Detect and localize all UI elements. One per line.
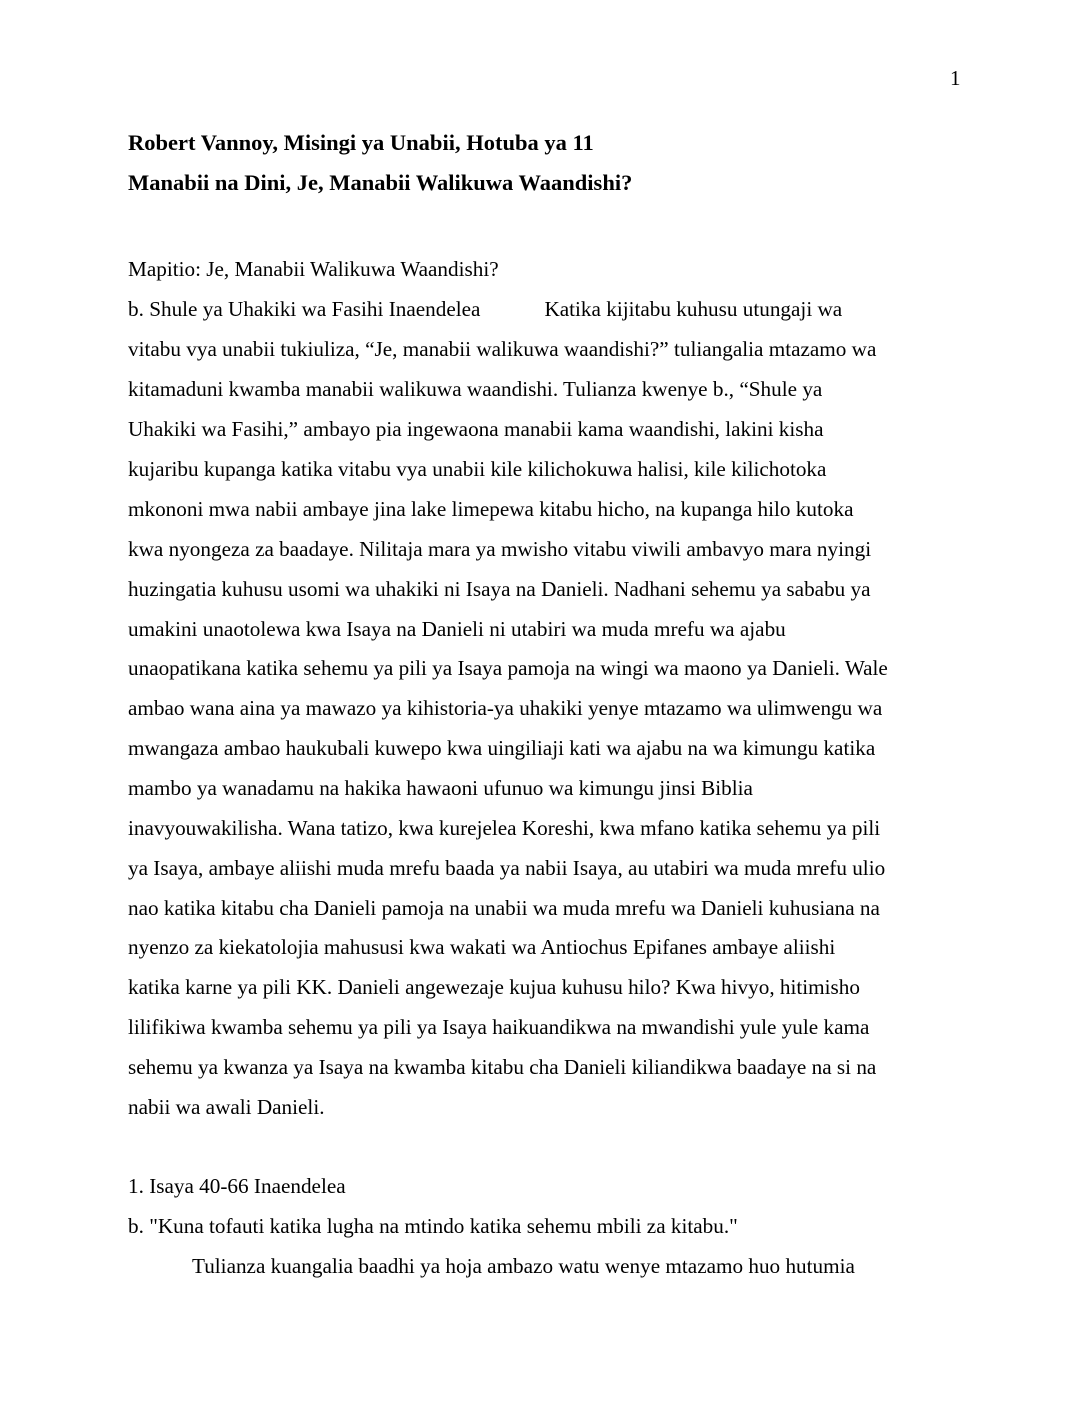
paragraph-line: katika karne ya pili KK. Danieli angewezaje kujua kuhusu hilo? Kwa hivyo, hitimisho [128, 975, 860, 999]
paragraph-line: inavyouwakilisha. Wana tatizo, kwa kurejelea Koreshi, kwa mfano katika sehemu ya pili [128, 816, 881, 840]
section-1-heading: 1. Isaya 40-66 Inaendelea [128, 1174, 346, 1198]
section-b-heading: b. Shule ya Uhakiki wa Fasihi Inaendelea [128, 297, 481, 321]
paragraph-line: mambo ya wanadamu na hakika hawaoni ufunuo wa kimungu jinsi Biblia [128, 776, 753, 800]
paragraph-line: sehemu ya kwanza ya Isaya na kwamba kitabu cha Danieli kiliandikwa baadaye na si na [128, 1055, 877, 1079]
paragraph-line: unaopatikana katika sehemu ya pili ya Isaya pamoja na wingi wa maono ya Danieli. Wale [128, 656, 888, 680]
paragraph-line: huzingatia kuhusu usomi wa uhakiki ni Isaya na Danieli. Nadhani sehemu ya sababu ya [128, 577, 871, 601]
paragraph-line: nao katika kitabu cha Danieli pamoja na unabii wa muda mrefu wa Danieli kuhusiana na [128, 896, 880, 920]
document-subtitle: Manabii na Dini, Je, Manabii Walikuwa Waandishi? [128, 170, 633, 195]
page-number: 1 [950, 66, 961, 90]
paragraph-line: mwangaza ambao haukubali kuwepo kwa uingiliaji kati wa ajabu na wa kimungu katika [128, 736, 876, 760]
document-title: Robert Vannoy, Misingi ya Unabii, Hotuba ya 11 [128, 130, 594, 155]
paragraph-line: Uhakiki wa Fasihi,” ambayo pia ingewaona manabii kama waandishi, lakini kisha [128, 417, 824, 441]
section-b-first-line [128, 297, 842, 321]
paragraph-line: nyenzo za kiekatolojia mahususi kwa wakati wa Antiochus Epifanes ambaye aliishi [128, 935, 836, 959]
paragraph-line: nabii wa awali Danieli. [128, 1095, 325, 1119]
section-1-paragraph-start: Tulianza kuangalia baadhi ya hoja ambazo watu wenye mtazamo huo hutumia [192, 1254, 855, 1278]
paragraph-line: mkononi mwa nabii ambaye jina lake limepewa kitabu hicho, na kupanga hilo kutoka [128, 497, 854, 521]
paragraph-line: kujaribu kupanga katika vitabu vya unabii kile kilichokuwa halisi, kile kilichotoka [128, 457, 827, 481]
paragraph-line: ambao wana aina ya mawazo ya kihistoria-ya uhakiki yenye mtazamo wa ulimwengu wa [128, 696, 883, 720]
paragraph-line: lilifikiwa kwamba sehemu ya pili ya Isaya haikuandikwa na mwandishi yule yule kama [128, 1015, 870, 1039]
paragraph-line: kwa nyongeza za baadaye. Nilitaja mara ya mwisho vitabu viwili ambavyo mara nyingi [128, 537, 872, 561]
paragraph-text: Katika kijitabu kuhusu utungaji wa [544, 297, 843, 321]
paragraph-line: umakini unaotolewa kwa Isaya na Danieli ni utabiri wa muda mrefu wa ajabu [128, 617, 786, 641]
section-1-subheading: b. "Kuna tofauti katika lugha na mtindo katika sehemu mbili za kitabu." [128, 1214, 738, 1238]
paragraph-line: kitamaduni kwamba manabii walikuwa waandishi. Tulianza kwenye b., “Shule ya [128, 377, 823, 401]
paragraph-line: ya Isaya, ambaye aliishi muda mrefu baada ya nabii Isaya, au utabiri wa muda mrefu ulio [128, 856, 886, 880]
paragraph-line: vitabu vya unabii tukiuliza, “Je, manabii walikuwa waandishi?” tuliangalia mtazamo wa [128, 337, 877, 361]
review-heading: Mapitio: Je, Manabii Walikuwa Waandishi? [128, 257, 499, 281]
